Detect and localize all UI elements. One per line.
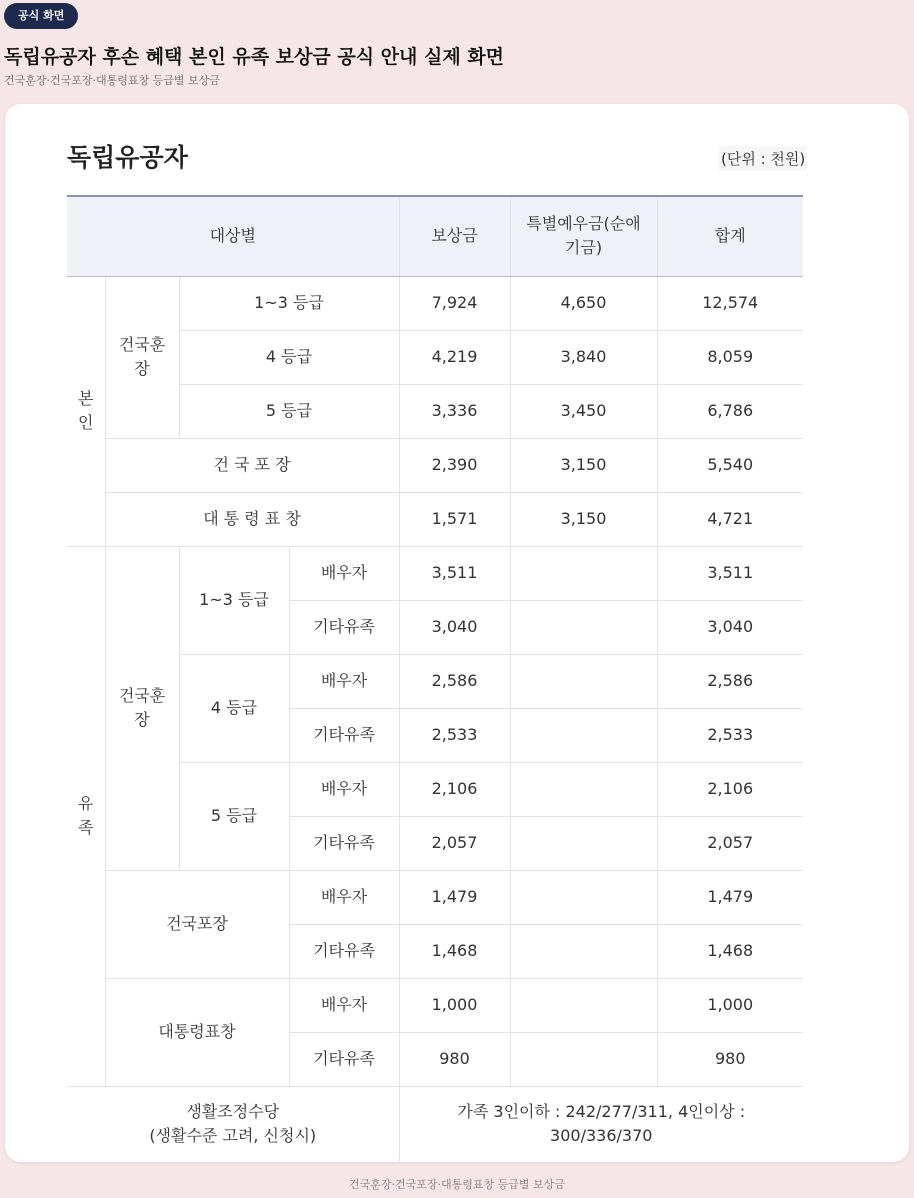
total-cell: 1,468 <box>657 924 803 978</box>
living-allowance-value: 가족 3인이하 : 242/277/311, 4인이상 : 300/336/370 <box>399 1086 803 1162</box>
total-cell: 3,040 <box>657 600 803 654</box>
total-cell: 3,511 <box>657 546 803 600</box>
total-cell: 4,721 <box>657 492 803 546</box>
special-cell <box>510 546 657 600</box>
footer-caption: 건국훈장·건국포장·대통령표창 등급별 보상금 <box>349 1178 565 1191</box>
compensation-cell: 2,057 <box>399 816 510 870</box>
relation-label: 배우자 <box>289 978 399 1032</box>
special-cell <box>510 816 657 870</box>
living-allowance-label <box>67 1086 399 1162</box>
table-row <box>67 438 803 492</box>
total-cell: 1,000 <box>657 978 803 1032</box>
total-cell: 2,586 <box>657 654 803 708</box>
total-cell: 12,574 <box>657 276 803 330</box>
medal-citation-self: 대 통 령 표 창 <box>105 492 399 546</box>
relation-label: 배우자 <box>289 654 399 708</box>
compensation-table <box>67 195 803 1162</box>
living-allowance-label-line1: 생활조정수당 <box>186 1102 280 1122</box>
screen-badge: 공식 화면 <box>4 3 78 29</box>
relation-label: 기타유족 <box>289 600 399 654</box>
special-cell: 3,150 <box>510 492 657 546</box>
compensation-cell: 980 <box>399 1032 510 1086</box>
compensation-cell: 1,000 <box>399 978 510 1032</box>
special-cell: 4,650 <box>510 276 657 330</box>
relation-label: 기타유족 <box>289 924 399 978</box>
relation-label: 기타유족 <box>289 708 399 762</box>
compensation-cell: 1,468 <box>399 924 510 978</box>
compensation-cell: 1,479 <box>399 870 510 924</box>
special-cell <box>510 924 657 978</box>
total-cell: 980 <box>657 1032 803 1086</box>
special-cell <box>510 978 657 1032</box>
medal-citation-family: 대통령표창 <box>105 978 289 1086</box>
total-cell: 2,057 <box>657 816 803 870</box>
table-row <box>67 492 803 546</box>
group-self: 본인 <box>67 276 105 546</box>
grade-label: 1~3 등급 <box>179 276 399 330</box>
group-family: 유족 <box>67 546 105 1086</box>
unit-label: (단위 : 천원) <box>719 146 807 171</box>
total-cell: 2,106 <box>657 762 803 816</box>
table-row <box>67 546 803 600</box>
header-compensation: 보상금 <box>399 196 510 276</box>
compensation-cell: 4,219 <box>399 330 510 384</box>
special-cell <box>510 870 657 924</box>
relation-label: 배우자 <box>289 762 399 816</box>
special-cell <box>510 708 657 762</box>
table-header-row <box>67 196 803 276</box>
compensation-card <box>5 104 909 1162</box>
total-cell: 8,059 <box>657 330 803 384</box>
table-row <box>67 276 803 330</box>
compensation-cell: 3,511 <box>399 546 510 600</box>
special-cell <box>510 600 657 654</box>
medal-order-self: 건국훈장 <box>105 276 179 438</box>
living-allowance-label-line2: (생활수준 고려, 신청시) <box>149 1126 317 1146</box>
compensation-cell: 7,924 <box>399 276 510 330</box>
compensation-cell: 3,040 <box>399 600 510 654</box>
special-cell <box>510 1032 657 1086</box>
special-cell <box>510 762 657 816</box>
compensation-cell: 2,533 <box>399 708 510 762</box>
compensation-cell: 1,571 <box>399 492 510 546</box>
total-cell: 6,786 <box>657 384 803 438</box>
special-cell: 3,150 <box>510 438 657 492</box>
relation-label: 배우자 <box>289 870 399 924</box>
card-title: 독립유공자 <box>67 143 188 172</box>
table-row <box>67 978 803 1032</box>
grade-label: 1~3 등급 <box>179 546 289 654</box>
relation-label: 기타유족 <box>289 816 399 870</box>
compensation-cell: 3,336 <box>399 384 510 438</box>
compensation-cell: 2,586 <box>399 654 510 708</box>
page-title: 독립유공자 후손 혜택 본인 유족 보상금 공식 안내 실제 화면 <box>4 46 505 68</box>
header-total: 합계 <box>657 196 803 276</box>
compensation-cell: 2,390 <box>399 438 510 492</box>
special-cell <box>510 654 657 708</box>
header-special: 특별예우금(순애기금) <box>510 196 657 276</box>
page-subtitle: 건국훈장·건국포장·대통령표창 등급별 보상금 <box>4 74 220 87</box>
relation-label: 배우자 <box>289 546 399 600</box>
relation-label: 기타유족 <box>289 1032 399 1086</box>
total-cell: 2,533 <box>657 708 803 762</box>
grade-label: 4 등급 <box>179 654 289 762</box>
medal-order-family: 건국훈장 <box>105 546 179 870</box>
table-row <box>67 870 803 924</box>
header-target: 대상별 <box>67 196 399 276</box>
special-cell: 3,840 <box>510 330 657 384</box>
grade-label: 5 등급 <box>179 384 399 438</box>
medal-medal-self: 건 국 포 장 <box>105 438 399 492</box>
grade-label: 5 등급 <box>179 762 289 870</box>
special-cell: 3,450 <box>510 384 657 438</box>
grade-label: 4 등급 <box>179 330 399 384</box>
total-cell: 5,540 <box>657 438 803 492</box>
total-cell: 1,479 <box>657 870 803 924</box>
medal-medal-family: 건국포장 <box>105 870 289 978</box>
living-allowance-row <box>67 1086 803 1162</box>
compensation-cell: 2,106 <box>399 762 510 816</box>
